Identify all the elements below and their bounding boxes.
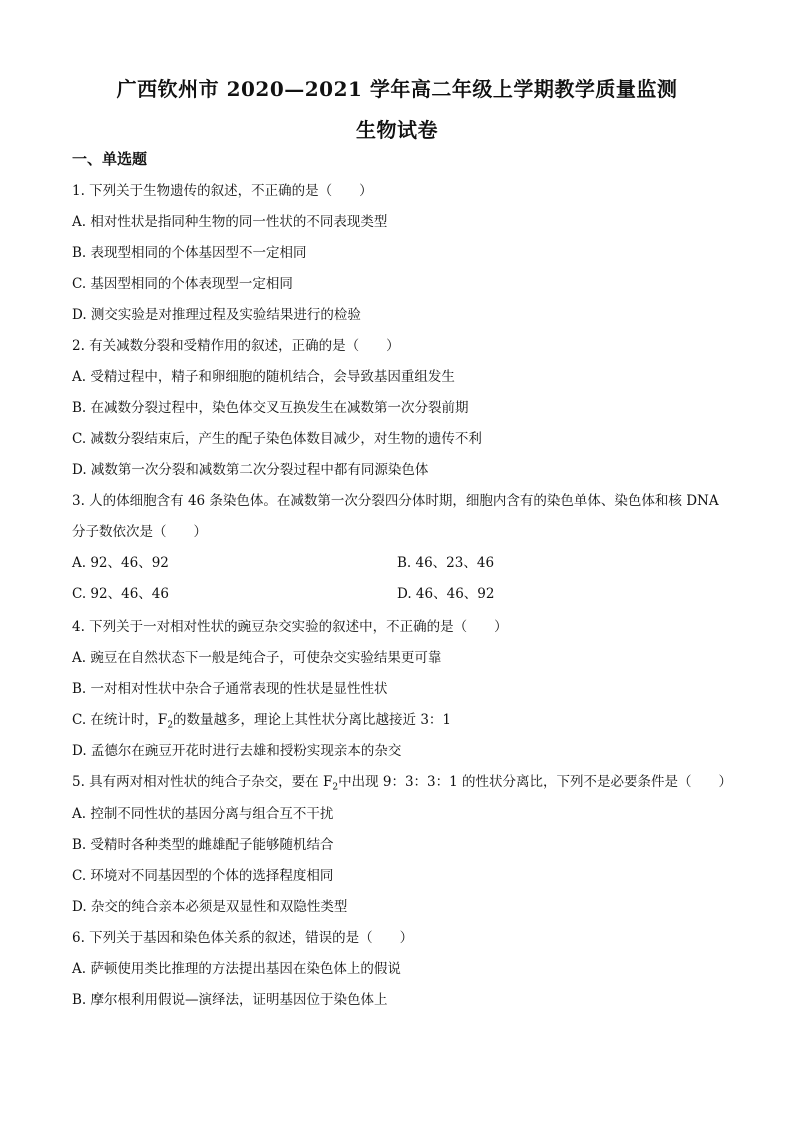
question-5-stem-suffix: 中出现 9：3：3：1 的性状分离比，下列不是必要条件是（ ）	[338, 774, 733, 790]
question-3-option-a: A. 92、46、92	[72, 555, 169, 571]
question-3-option-d: D. 46、46、92	[397, 586, 495, 602]
question-4-option-c	[72, 711, 451, 729]
question-1-option-a: A. 相对性状是指同种生物的同一性状的不同表现类型	[72, 214, 388, 230]
question-1-option-c: C. 基因型相同的个体表现型一定相同	[72, 276, 293, 292]
question-4-option-b: B. 一对相对性状中杂合子通常表现的性状是显性性状	[72, 681, 388, 697]
question-5-stem	[72, 773, 732, 791]
question-4-stem: 4. 下列关于一对相对性状的豌豆杂交实验的叙述中，不正确的是（ ）	[72, 619, 508, 635]
question-4-option-a: A. 豌豆在自然状态下一般是纯合子，可使杂交实验结果更可靠	[72, 650, 442, 666]
question-5-stem-prefix: 5. 具有两对相对性状的纯合子杂交，要在 F	[72, 774, 333, 790]
document-subtitle: 生物试卷	[356, 118, 438, 142]
question-5-option-b: B. 受精时各种类型的雌雄配子能够随机结合	[72, 837, 334, 853]
question-3-option-b: B. 46、23、46	[397, 555, 495, 571]
question-5-option-d: D. 杂交的纯合亲本必须是双显性和双隐性类型	[72, 899, 348, 915]
question-5-stem-subscript: 2	[332, 782, 339, 793]
question-3-option-c: C. 92、46、46	[72, 586, 169, 602]
question-2-option-b: B. 在减数分裂过程中，染色体交叉互换发生在减数第一次分裂前期	[72, 400, 469, 416]
question-6-option-a: A. 萨顿使用类比推理的方法提出基因在染色体上的假说	[72, 961, 401, 977]
question-3-stem-line2: 分子数依次是（ ）	[72, 524, 207, 540]
question-4-option-c-prefix: C. 在统计时，F	[72, 712, 168, 728]
question-1-option-d: D. 测交实验是对推理过程及实验结果进行的检验	[72, 307, 361, 323]
question-2-option-c: C. 减数分裂结束后，产生的配子染色体数目减少，对生物的遗传不利	[72, 431, 482, 447]
question-4-option-c-suffix: 的数量越多，理论上其性状分离比越接近 3：1	[173, 712, 452, 728]
question-5-option-c: C. 环境对不同基因型的个体的选择程度相同	[72, 868, 334, 884]
question-3-stem-line1: 3. 人的体细胞含有 46 条染色体。在减数第一次分裂四分体时期，细胞内含有的染色单体、染色体和核 DNA	[72, 493, 719, 509]
question-6-option-b: B. 摩尔根利用假说—演绎法，证明基因位于染色体上	[72, 992, 388, 1008]
question-1-stem: 1. 下列关于生物遗传的叙述，不正确的是（ ）	[72, 183, 373, 199]
question-2-stem: 2. 有关减数分裂和受精作用的叙述，正确的是（ ）	[72, 338, 400, 354]
section-heading: 一、单选题	[72, 150, 148, 168]
document-title: 广西钦州市 2020—2021 学年高二年级上学期教学质量监测	[116, 77, 678, 101]
question-4-option-d: D. 孟德尔在豌豆开花时进行去雄和授粉实现亲本的杂交	[72, 743, 402, 759]
question-4-option-c-subscript: 2	[167, 720, 174, 731]
question-5-option-a: A. 控制不同性状的基因分离与组合互不干扰	[72, 806, 334, 822]
question-2-option-d: D. 减数第一次分裂和减数第二次分裂过程中都有同源染色体	[72, 462, 429, 478]
question-2-option-a: A. 受精过程中，精子和卵细胞的随机结合，会导致基因重组发生	[72, 369, 455, 385]
question-6-stem: 6. 下列关于基因和染色体关系的叙述，错误的是（ ）	[72, 930, 414, 946]
question-1-option-b: B. 表现型相同的个体基因型不一定相同	[72, 245, 307, 261]
